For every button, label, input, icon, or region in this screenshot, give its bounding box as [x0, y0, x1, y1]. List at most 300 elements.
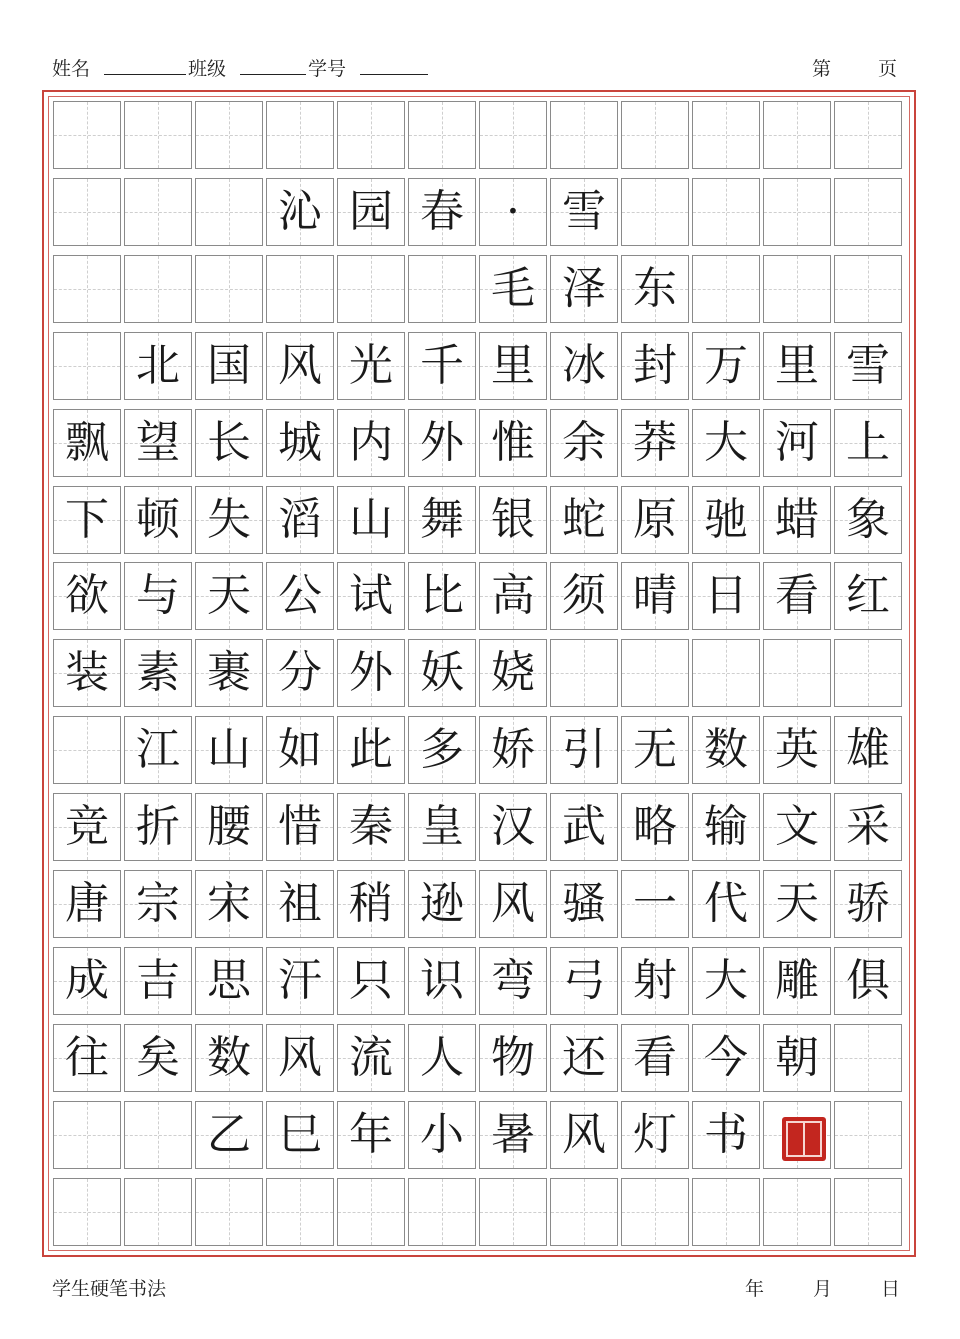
grid-cell [195, 562, 263, 630]
grid-cell [763, 101, 831, 169]
grid-cell [550, 947, 618, 1015]
grid-cell [195, 409, 263, 477]
grid-cell [337, 409, 405, 477]
cell-character: 风 [278, 340, 322, 391]
grid-cell [479, 1101, 547, 1169]
grid-cell [763, 639, 831, 707]
grid-cell [266, 639, 334, 707]
grid-cell [479, 255, 547, 323]
cell-character: 物 [491, 1032, 535, 1083]
grid-cell [550, 255, 618, 323]
grid-cell [408, 409, 476, 477]
cell-character: 思 [207, 955, 251, 1006]
grid-cell [337, 1024, 405, 1092]
cell-character: 无 [633, 724, 677, 775]
cell-character: 上 [846, 417, 890, 468]
cell-character: 只 [349, 955, 393, 1006]
grid-cell [53, 332, 121, 400]
grid-cell [763, 1024, 831, 1092]
student-id-field[interactable] [360, 54, 428, 75]
grid-cell [763, 332, 831, 400]
cell-character: 风 [278, 1032, 322, 1083]
cell-character: 妖 [420, 647, 464, 698]
grid-row [53, 101, 906, 169]
grid-cell [621, 716, 689, 784]
cell-character: 日 [704, 570, 748, 621]
cell-character: 吉 [136, 955, 180, 1006]
cell-character: 装 [65, 647, 109, 698]
grid-cell [550, 409, 618, 477]
class-field[interactable] [240, 54, 306, 75]
grid-cell [124, 1178, 192, 1246]
grid-cell [124, 409, 192, 477]
grid-cell [763, 562, 831, 630]
grid-cell [53, 1178, 121, 1246]
grid-cell [763, 870, 831, 938]
grid-cell [692, 947, 760, 1015]
cell-character: 雪 [846, 340, 890, 391]
grid-cell [692, 793, 760, 861]
cell-character: 代 [704, 878, 748, 929]
grid-cell [408, 870, 476, 938]
cell-character: 折 [136, 801, 180, 852]
grid-cell [337, 793, 405, 861]
cell-character: 一 [633, 878, 677, 929]
grid-cell [53, 562, 121, 630]
cell-character: 舞 [420, 494, 464, 545]
grid-cell [692, 1101, 760, 1169]
grid-cell [266, 486, 334, 554]
page-label: 第 [812, 58, 832, 80]
footer-title: 学生硬笔书法 [52, 1278, 167, 1300]
name-label: 姓名 [52, 58, 91, 80]
cell-character: 射 [633, 955, 677, 1006]
cell-character: 分 [278, 647, 322, 698]
grid-cell [550, 562, 618, 630]
grid-cell [834, 486, 902, 554]
cell-character: 武 [562, 801, 606, 852]
cell-character: 蜡 [775, 494, 819, 545]
cell-character: 红 [846, 570, 890, 621]
grid-cell [621, 1024, 689, 1092]
grid-cell [692, 562, 760, 630]
grid-cell [692, 178, 760, 246]
grid-cell [834, 255, 902, 323]
cell-character: 成 [65, 955, 109, 1006]
grid-cell [337, 562, 405, 630]
grid-cell [479, 793, 547, 861]
grid-cell [266, 716, 334, 784]
cell-character: 北 [136, 340, 180, 391]
cell-character: 骄 [846, 878, 890, 929]
grid-cell [763, 1178, 831, 1246]
grid-cell [124, 870, 192, 938]
grid-cell [550, 332, 618, 400]
cell-character: 乙 [207, 1109, 251, 1160]
grid-cell [266, 1024, 334, 1092]
cell-character: 略 [633, 801, 677, 852]
grid-cell [124, 1101, 192, 1169]
grid-cell [479, 409, 547, 477]
cell-character: 比 [420, 570, 464, 621]
cell-character: 裹 [207, 647, 251, 698]
grid-cell [266, 332, 334, 400]
grid-cell [124, 178, 192, 246]
grid-cell [763, 716, 831, 784]
grid-cell [53, 409, 121, 477]
grid-cell [53, 1101, 121, 1169]
cell-character: 风 [562, 1109, 606, 1160]
month-label: 月 [813, 1278, 833, 1300]
grid-cell [124, 716, 192, 784]
cell-character: 外 [420, 417, 464, 468]
grid-cell [408, 562, 476, 630]
grid-cell [124, 639, 192, 707]
grid-cell [692, 716, 760, 784]
cell-character: 灯 [633, 1109, 677, 1160]
grid-cell [479, 101, 547, 169]
grid-cell [692, 639, 760, 707]
grid-cell [550, 178, 618, 246]
grid-cell [266, 947, 334, 1015]
grid-row [53, 178, 906, 246]
name-field[interactable] [104, 54, 186, 75]
grid-cell [53, 716, 121, 784]
grid-cell [550, 793, 618, 861]
cell-character: 园 [349, 186, 393, 237]
grid-cell [763, 255, 831, 323]
grid-cell [53, 639, 121, 707]
cell-character: 素 [136, 647, 180, 698]
cell-character: 输 [704, 801, 748, 852]
grid-cell [408, 255, 476, 323]
grid-cell [195, 947, 263, 1015]
grid-cell [266, 870, 334, 938]
grid-cell [550, 716, 618, 784]
cell-character: 数 [704, 724, 748, 775]
grid-cell [763, 793, 831, 861]
cell-character: 如 [278, 724, 322, 775]
grid-cell [763, 409, 831, 477]
grid-cell [621, 409, 689, 477]
cell-character: 莽 [633, 417, 677, 468]
grid-cell [479, 562, 547, 630]
cell-character: 大 [704, 955, 748, 1006]
grid-cell [266, 562, 334, 630]
cell-character: 银 [491, 494, 535, 545]
grid-cell [692, 1178, 760, 1246]
cell-character: 光 [349, 340, 393, 391]
grid-row [53, 1101, 906, 1169]
cell-character: 暑 [491, 1109, 535, 1160]
grid-cell [408, 486, 476, 554]
cell-character: 俱 [846, 955, 890, 1006]
grid-cell [692, 409, 760, 477]
cell-character: 骚 [562, 878, 606, 929]
cell-character: 巳 [278, 1109, 322, 1160]
grid-cell [550, 1024, 618, 1092]
cell-character: 唐 [65, 878, 109, 929]
grid-cell [550, 101, 618, 169]
grid-cell [834, 1101, 902, 1169]
cell-character: 天 [207, 570, 251, 621]
grid-cell [479, 947, 547, 1015]
grid-cell [124, 562, 192, 630]
grid-cell [834, 332, 902, 400]
student-id-label: 学号 [308, 58, 347, 80]
cell-character: 朝 [775, 1032, 819, 1083]
grid-cell [621, 101, 689, 169]
grid-cell [621, 332, 689, 400]
cell-character: 还 [562, 1032, 606, 1083]
grid-cell [195, 101, 263, 169]
grid-cell [408, 101, 476, 169]
grid-cell [195, 486, 263, 554]
cell-character: 高 [491, 570, 535, 621]
grid-cell [834, 716, 902, 784]
grid-cell [550, 639, 618, 707]
cell-character: 须 [562, 570, 606, 621]
grid-cell [195, 716, 263, 784]
grid-row [53, 1178, 906, 1246]
cell-character: 原 [633, 494, 677, 545]
cell-character: 宗 [136, 878, 180, 929]
cell-character: 宋 [207, 878, 251, 929]
grid-cell [408, 1178, 476, 1246]
grid-cell [124, 486, 192, 554]
grid-cell [692, 255, 760, 323]
grid-cell [337, 639, 405, 707]
cell-character: 雕 [775, 955, 819, 1006]
cell-character: 望 [136, 417, 180, 468]
class-label: 班级 [188, 58, 227, 80]
cell-character: 祖 [278, 878, 322, 929]
grid-cell [337, 1101, 405, 1169]
grid-cell [124, 101, 192, 169]
cell-character: 娇 [491, 724, 535, 775]
cell-character: 逊 [420, 878, 464, 929]
cell-character: 东 [633, 263, 677, 314]
grid-cell [337, 486, 405, 554]
cell-character: 与 [136, 570, 180, 621]
grid-cell [124, 332, 192, 400]
grid-cell [621, 947, 689, 1015]
grid-cell [124, 255, 192, 323]
grid-cell [195, 1101, 263, 1169]
grid-cell [266, 255, 334, 323]
cell-character: 数 [207, 1032, 251, 1083]
grid-cell [621, 870, 689, 938]
grid-cell [337, 947, 405, 1015]
grid-cell [621, 1178, 689, 1246]
cell-character: 弯 [491, 955, 535, 1006]
grid-cell [834, 947, 902, 1015]
cell-character: 腰 [207, 801, 251, 852]
grid-cell [692, 332, 760, 400]
cell-character: 秦 [349, 801, 393, 852]
grid-row [53, 332, 906, 400]
cell-character: 竞 [65, 801, 109, 852]
grid-cell [266, 178, 334, 246]
grid-row [53, 870, 906, 938]
cell-character: 晴 [633, 570, 677, 621]
grid-cell [408, 332, 476, 400]
grid-cell [621, 486, 689, 554]
year-label: 年 [745, 1278, 765, 1300]
cell-character: 滔 [278, 494, 322, 545]
grid-cell [266, 409, 334, 477]
cell-character: 河 [775, 417, 819, 468]
grid-row [53, 486, 906, 554]
cell-character: 多 [420, 724, 464, 775]
grid-cell [479, 178, 547, 246]
cell-character: 春 [420, 186, 464, 237]
grid-cell [692, 1024, 760, 1092]
cell-character: 惜 [278, 801, 322, 852]
grid-row [53, 639, 906, 707]
grid-cell [53, 486, 121, 554]
grid-cell [408, 1024, 476, 1092]
grid-cell [337, 332, 405, 400]
grid-cell [124, 793, 192, 861]
grid-cell [195, 870, 263, 938]
cell-character: 看 [775, 570, 819, 621]
grid-cell [195, 332, 263, 400]
grid-cell [479, 716, 547, 784]
grid-row [53, 1024, 906, 1092]
cell-character: 飘 [65, 417, 109, 468]
grid-cell [408, 1101, 476, 1169]
cell-character: 往 [65, 1032, 109, 1083]
cell-character: 风 [491, 878, 535, 929]
cell-character: 惟 [491, 417, 535, 468]
grid-cell [621, 1101, 689, 1169]
grid-cell [266, 1101, 334, 1169]
grid-row [53, 409, 906, 477]
grid-cell [763, 486, 831, 554]
grid-cell [408, 716, 476, 784]
grid-cell [763, 947, 831, 1015]
grid-cell [834, 639, 902, 707]
grid-cell [479, 639, 547, 707]
cell-character: 雄 [846, 724, 890, 775]
grid-cell [195, 1024, 263, 1092]
grid-row [53, 793, 906, 861]
grid-cell [621, 793, 689, 861]
cell-character: 千 [420, 340, 464, 391]
grid-cell [124, 1024, 192, 1092]
cell-character: 失 [207, 494, 251, 545]
grid-cell [834, 101, 902, 169]
grid-cell [337, 178, 405, 246]
grid-cell [479, 486, 547, 554]
cell-character: 江 [136, 724, 180, 775]
grid-cell [550, 870, 618, 938]
cell-character: 里 [775, 340, 819, 391]
cell-character: 毛 [491, 263, 535, 314]
grid-row [53, 255, 906, 323]
grid-cell [195, 793, 263, 861]
grid-cell [195, 178, 263, 246]
grid-cell [337, 101, 405, 169]
page-suffix: 页 [878, 58, 898, 80]
grid-cell [408, 639, 476, 707]
grid-cell [834, 793, 902, 861]
cell-character: 山 [207, 724, 251, 775]
grid-cell [550, 1178, 618, 1246]
cell-character: 泽 [562, 263, 606, 314]
grid-cell [834, 178, 902, 246]
grid-cell [266, 1178, 334, 1246]
grid-cell [621, 562, 689, 630]
grid-row [53, 562, 906, 630]
cell-character: 冰 [562, 340, 606, 391]
grid-cell [479, 1024, 547, 1092]
cell-character: 采 [846, 801, 890, 852]
grid-cell [337, 716, 405, 784]
cell-character: 年 [349, 1109, 393, 1160]
grid-cell [621, 255, 689, 323]
day-label: 日 [881, 1278, 901, 1300]
grid-cell [479, 332, 547, 400]
cell-character: 万 [704, 340, 748, 391]
cell-character: 内 [349, 417, 393, 468]
cell-character: 雪 [562, 186, 606, 237]
grid-cell [195, 255, 263, 323]
cell-character: 长 [207, 417, 251, 468]
cell-character: 小 [420, 1109, 464, 1160]
grid-cell [195, 1178, 263, 1246]
cell-character: 沁 [278, 186, 322, 237]
cell-character: 山 [349, 494, 393, 545]
grid-cell [834, 1024, 902, 1092]
grid-cell [337, 255, 405, 323]
cell-character: 公 [278, 570, 322, 621]
cell-character: 天 [775, 878, 819, 929]
cell-character: 封 [633, 340, 677, 391]
cell-character: 此 [349, 724, 393, 775]
cell-character: 汗 [278, 955, 322, 1006]
cell-character: 外 [349, 647, 393, 698]
cell-character: 书 [704, 1109, 748, 1160]
grid-cell [124, 947, 192, 1015]
grid-cell [408, 947, 476, 1015]
grid-cell [834, 870, 902, 938]
cell-character: 娆 [491, 647, 535, 698]
grid-cell [337, 1178, 405, 1246]
grid-cell [53, 947, 121, 1015]
grid-cell [621, 178, 689, 246]
cell-character: 蛇 [562, 494, 606, 545]
cell-character: 看 [633, 1032, 677, 1083]
grid-cell [550, 1101, 618, 1169]
grid-row [53, 947, 906, 1015]
grid-cell [479, 870, 547, 938]
grid-cell [834, 562, 902, 630]
grid-cell [337, 870, 405, 938]
cell-character: 城 [278, 417, 322, 468]
cell-character: · [506, 186, 520, 237]
cell-character: 引 [562, 724, 606, 775]
grid-cell [266, 793, 334, 861]
cell-character: 象 [846, 494, 890, 545]
grid-cell [266, 101, 334, 169]
grid-cell [479, 1178, 547, 1246]
grid-cell [550, 486, 618, 554]
cell-character: 里 [491, 340, 535, 391]
cell-character: 流 [349, 1032, 393, 1083]
grid-cell [53, 101, 121, 169]
